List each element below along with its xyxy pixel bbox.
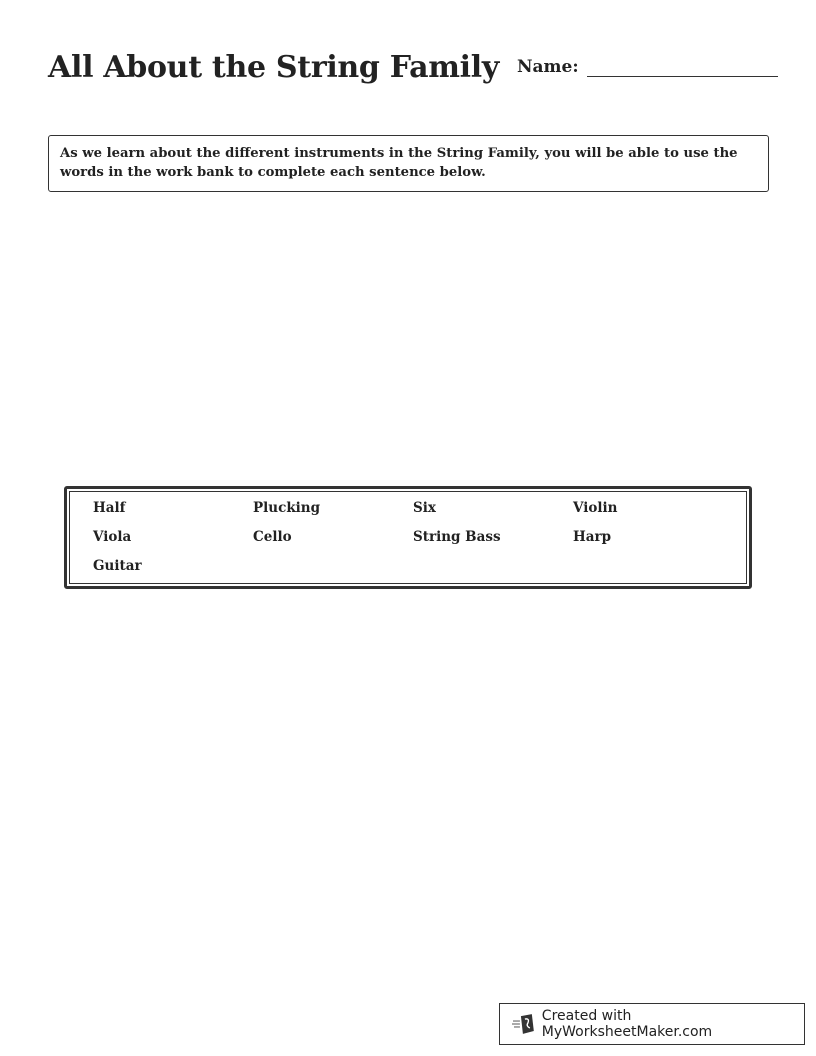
name-field-group [517,52,778,77]
instructions-box: As we learn about the different instruments in the String Family, you will be able to use the words in the work bank to complete each sentence below. [48,135,769,192]
word-bank-item: String Bass [413,529,501,545]
name-input-line[interactable] [587,52,778,77]
word-bank-item: Half [93,500,126,516]
word-bank-item: Six [413,500,436,516]
word-bank [69,491,747,584]
footer-credit[interactable] [499,1003,805,1045]
footer-text: Created with MyWorksheetMaker.com [541,1008,713,1040]
word-bank-item: Guitar [93,558,142,574]
word-bank-item: Harp [573,529,612,545]
word-bank-item: Viola [93,529,132,545]
word-bank-item: Plucking [253,500,321,516]
name-label: Name: [517,57,579,77]
word-bank-item: Cello [253,529,292,545]
word-bank-item: Violin [573,500,618,516]
worksheet-logo-icon [512,1013,536,1035]
page-title: All About the String Family [48,50,500,85]
